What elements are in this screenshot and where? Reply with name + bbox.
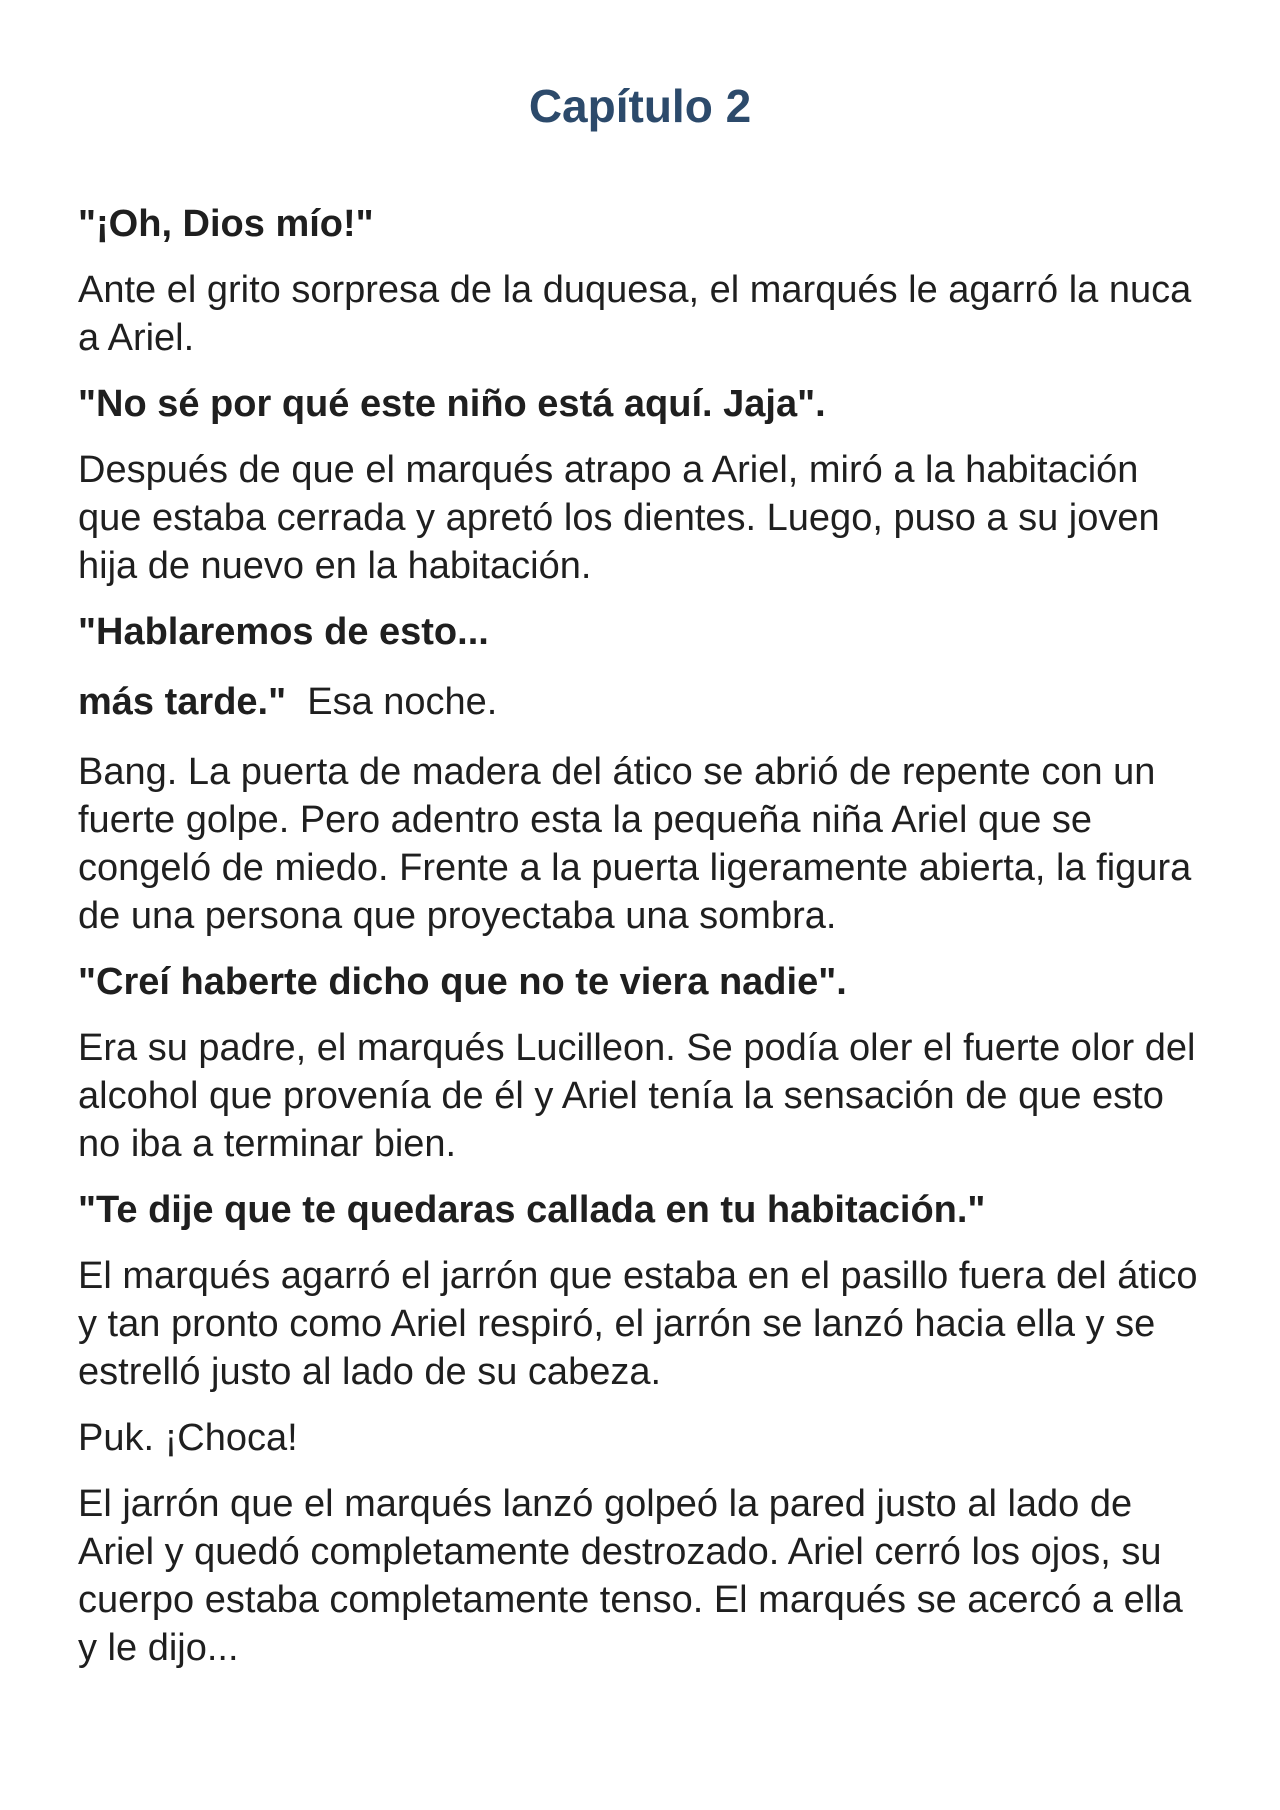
narration-paragraph: El marqués agarró el jarrón que estaba en el pasillo fuera del ático y tan pronto como Ariel respiró, el jarrón se lanzó hacia ella y se estrelló justo al lado de su cabeza. [78,1255,1198,1393]
narration-paragraph: Bang. La puerta de madera del ático se abrió de repente con un fuerte golpe. Pero adentro esta la pequeña niña Ariel que se congeló de miedo. Frente a la puerta ligeramente abierta, la figura de una persona que proyectaba una sombra. [78,751,1192,937]
narration-paragraph: Después de que el marqués atrapo a Ariel, miró a la habitación que estaba cerrada y apretó los dientes. Luego, puso a su joven hija de nuevo en la habitación. [78,449,1160,587]
narration-paragraph: Ante el grito sorpresa de la duquesa, el marqués le agarró la nuca a Ariel. [78,269,1192,359]
dialogue-paragraph: "Hablaremos de esto... [78,611,489,653]
dialogue-paragraph: "Creí haberte dicho que no te viera nadie". [78,961,847,1003]
dialogue-paragraph: "Te dije que te quedaras callada en tu habitación." [78,1189,986,1231]
narration-paragraph: El jarrón que el marqués lanzó golpeó la pared justo al lado de Ariel y quedó completamente destrozado. Ariel cerró los ojos, su cuerpo estaba completamente tenso. El marqués se acercó a ella y le dijo... [78,1483,1183,1669]
dialogue-fragment: más tarde." [78,681,287,723]
narration-fragment: Esa noche. [307,681,498,723]
mixed-paragraph [78,678,1202,726]
chapter-body [78,200,1202,1672]
chapter-title: Capítulo 2 [528,80,752,132]
dialogue-paragraph: "¡Oh, Dios mío!" [78,203,374,245]
sound-effect-paragraph: Puk. ¡Choca! [78,1417,298,1459]
dialogue-paragraph: "No sé por qué este niño está aquí. Jaja". [78,383,826,425]
narration-paragraph: Era su padre, el marqués Lucilleon. Se podía oler el fuerte olor del alcohol que provenía de él y Ariel tenía la sensación de que esto no iba a terminar bien. [78,1027,1196,1165]
